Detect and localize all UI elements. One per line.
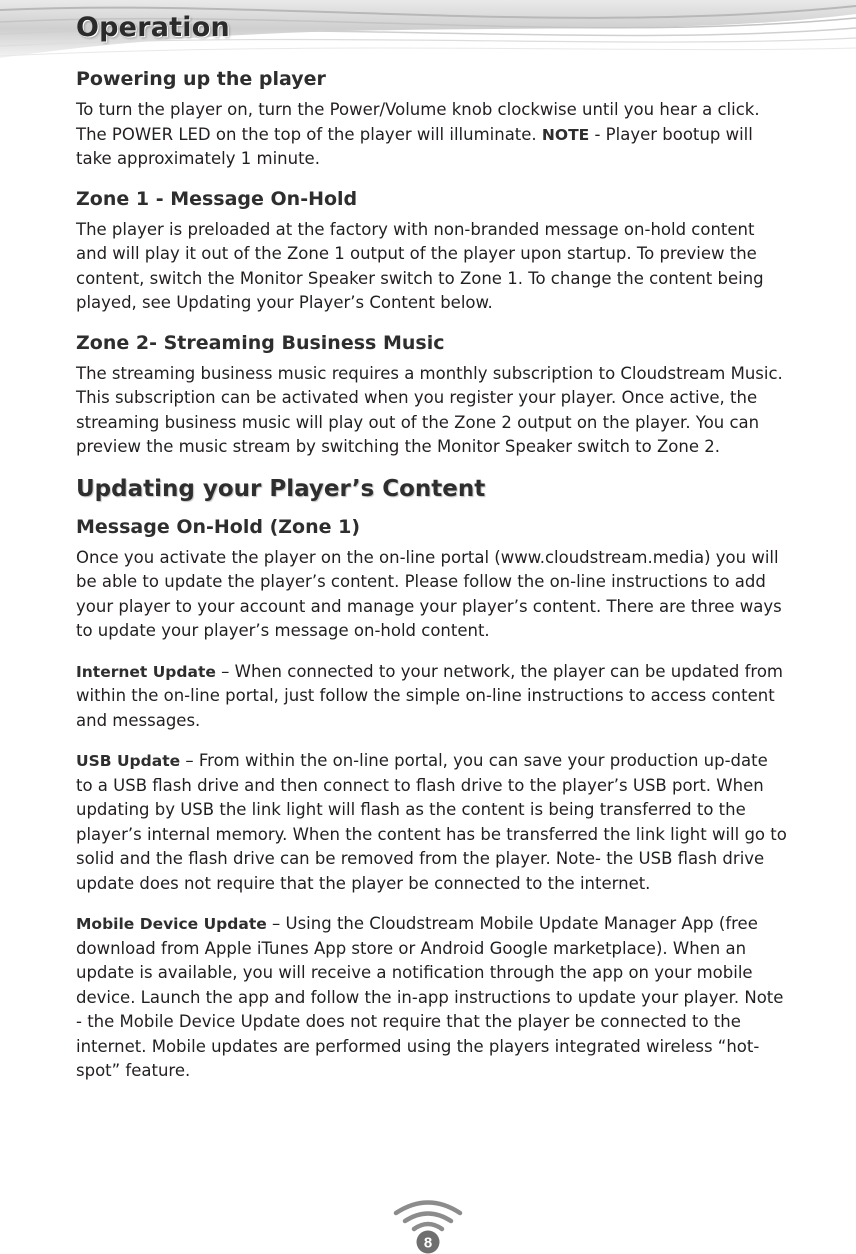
page-number: 8 — [423, 1234, 433, 1252]
paragraph-internet-update — [76, 660, 788, 734]
powering-text-start: To turn the player on, turn the Power/Volume knob clockwise until you hear a click. The POWER LED on the top of the player will illuminate. — [76, 100, 760, 144]
note-label: NOTE — [541, 125, 590, 144]
internet-update-label: Internet Update — [76, 662, 216, 681]
page-number-badge — [392, 1196, 464, 1254]
heading-updating-content: Updating your Player’s Content — [76, 475, 486, 502]
wifi-arc-middle-icon — [405, 1214, 451, 1222]
page-content — [76, 68, 788, 1100]
heading-zone-2: Zone 2- Streaming Business Music — [76, 331, 445, 354]
wifi-arc-inner-icon — [414, 1224, 442, 1229]
heading-powering-up: Powering up the player — [76, 68, 326, 90]
paragraph-zone-2: The streaming business music requires a monthly subscription to Cloudstream Music. This subscription can be activated when you register your player. Once active, the streaming business music will play out of the Zone 2 output on the player. You can preview the music stream by switching the Monitor Speaker switch to Zone 2. — [76, 363, 783, 456]
internet-update-text: – When connected to your network, the player can be updated from within the on-line portal, just follow the simple on-line instructions to access content and messages. — [76, 661, 783, 730]
paragraph-powering-up — [76, 98, 788, 172]
paragraph-usb-update — [76, 749, 788, 896]
heading-zone-1: Zone 1 - Message On-Hold — [76, 187, 358, 210]
mobile-update-label: Mobile Device Update — [76, 915, 267, 933]
mobile-update-text: – Using the Cloudstream Mobile Update Manager App (free download from Apple iTunes App store or Android Google marketplace). When an update is available, you will receive a notification through the app on your mobile device. Launch the app and follow the in-app instructions to update your player. Note - the Mobile Device Update does not require that the player be connected to the internet. Mobile updates are performed using the players integrated wireless “hot-spot” feature. — [76, 914, 784, 1080]
usb-update-text: – From within the on-line portal, you can save your production up-date to a USB flash drive and then connect to flash drive to the player’s USB port. When updating by USB the link light will flash as the content is being transferred to the player’s internal memory. When the content has be transferred the link light will go to solid and the flash drive can be removed from the player. Note- the USB flash drive update does not require that the player be connected to the internet. — [76, 751, 787, 893]
paragraph-updating-intro: Once you activate the player on the on-line portal (www.cloudstream.media) you will be able to update the player’s content. Please follow the on-line instructions to add your player to your account and manage your player’s content. There are three ways to update your player’s message on-hold content. — [76, 547, 782, 640]
paragraph-zone-1: The player is preloaded at the factory with non-branded message on-hold content and will play it out of the Zone 1 output of the player upon startup. To preview the content, switch the Monitor Speaker switch to Zone 1. To change the content being played, see Updating your Player’s Content below. — [76, 219, 764, 312]
usb-update-label: USB Update — [76, 752, 181, 770]
powering-text-end: - Player bootup will take approximately 1 minute. — [76, 124, 753, 168]
page-title: Operation — [76, 12, 230, 43]
paragraph-mobile-update — [76, 912, 788, 1084]
heading-message-on-hold: Message On-Hold (Zone 1) — [76, 515, 361, 538]
